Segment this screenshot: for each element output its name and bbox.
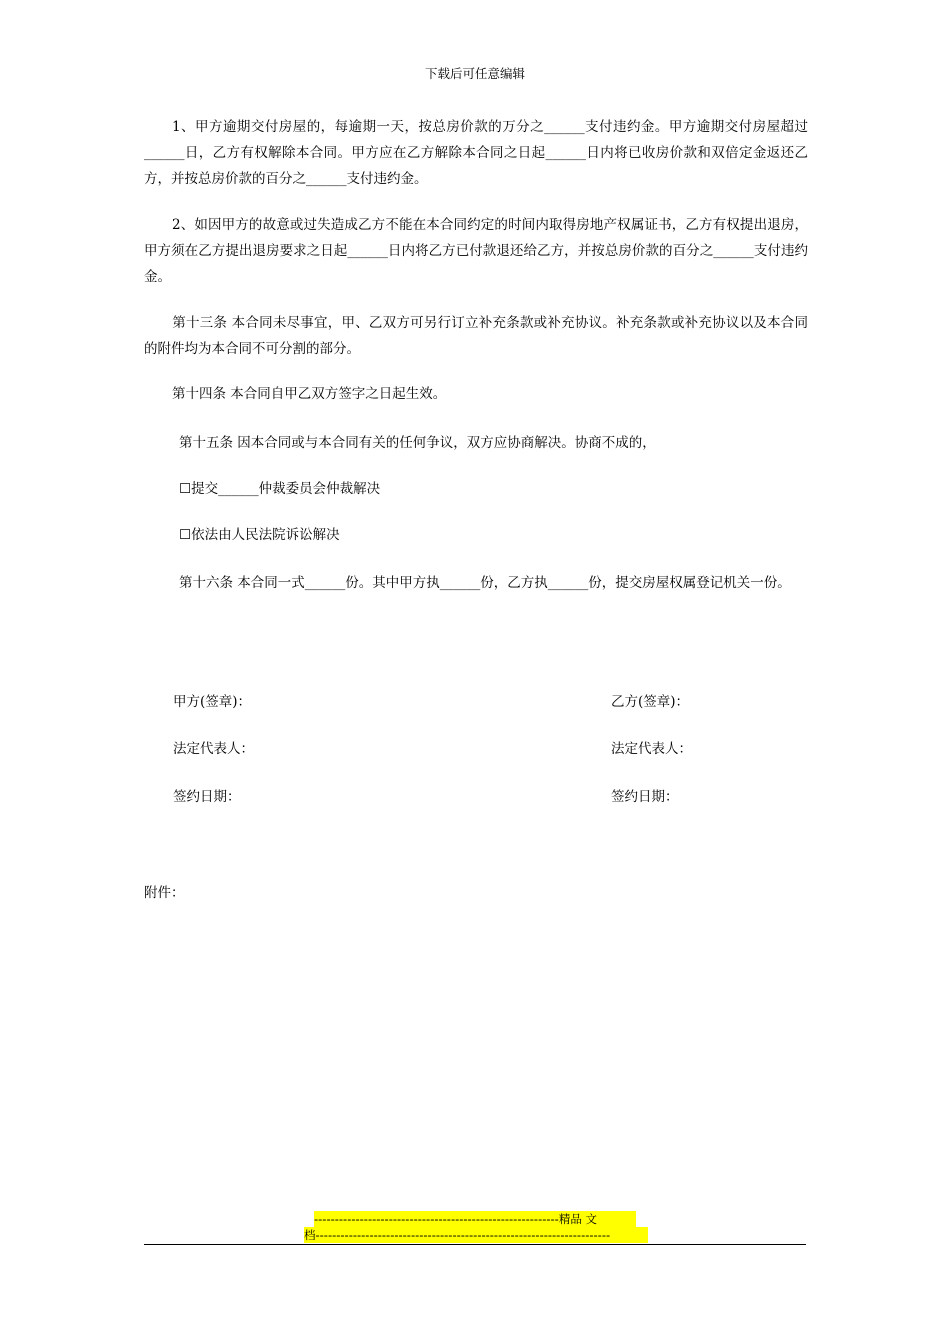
footer-rule [144, 1244, 806, 1245]
party-a-date-label: 签约日期： [173, 789, 241, 805]
article-text: 第十五条 因本合同或与本合同有关的任何争议，双方应协商解决。协商不成的， [179, 435, 656, 451]
option-text: ☐依法由人民法院诉讼解决 [179, 527, 340, 543]
article-13 [144, 310, 808, 362]
article-14 [144, 381, 808, 407]
footer-watermark-line-2: 档----------------------------------------------------------------------- [304, 1227, 648, 1243]
dispute-option-arbitration [144, 476, 808, 502]
clause-title-certificate [144, 212, 808, 290]
page-header: 下载后可任意编辑 [424, 66, 525, 81]
party-b-rep-label: 法定代表人： [611, 741, 692, 757]
article-text: 第十四条 本合同自甲乙双方签字之日起生效。 [172, 386, 447, 402]
article-text: 第十六条 本合同一式______份。其中甲方执______份，乙方执______份，提交房屋权属登记机关一份。 [179, 575, 791, 591]
clause-late-delivery [144, 114, 808, 192]
party-b-date-label: 签约日期： [611, 789, 679, 805]
party-a-rep-label: 法定代表人： [173, 741, 254, 757]
footer-watermark-line-1: -----------------------------------------------------------精品 文 [314, 1211, 636, 1227]
article-16 [144, 570, 808, 596]
party-b-seal-label: 乙方(签章)： [611, 694, 690, 710]
article-15 [144, 430, 808, 456]
dispute-option-litigation [144, 522, 808, 548]
article-text: 第十三条 本合同未尽事宜，甲、乙双方可另行订立补充条款或补充协议。补充条款或补充协议以及本合同的附件均为本合同不可分割的部分。 [144, 315, 808, 357]
clause-text: 2、如因甲方的故意或过失造成乙方不能在本合同约定的时间内取得房地产权属证书，乙方有权提出退房，甲方须在乙方提出退房要求之日起______日内将乙方已付款退还给乙方，并按总房价款的百分之______支付违约金。 [144, 217, 808, 285]
attachment-label: 附件： [144, 885, 185, 901]
option-text: ☐提交______仲裁委员会仲裁解决 [179, 481, 381, 497]
party-a-seal-label: 甲方(签章)： [173, 694, 252, 710]
clause-text: 1、甲方逾期交付房屋的，每逾期一天，按总房价款的万分之______支付违约金。甲方逾期交付房屋超过______日，乙方有权解除本合同。甲方应在乙方解除本合同之日起______日内将已收房价款和双倍定金返还乙方，并按总房价款的百分之______支付违约金。 [144, 119, 808, 187]
